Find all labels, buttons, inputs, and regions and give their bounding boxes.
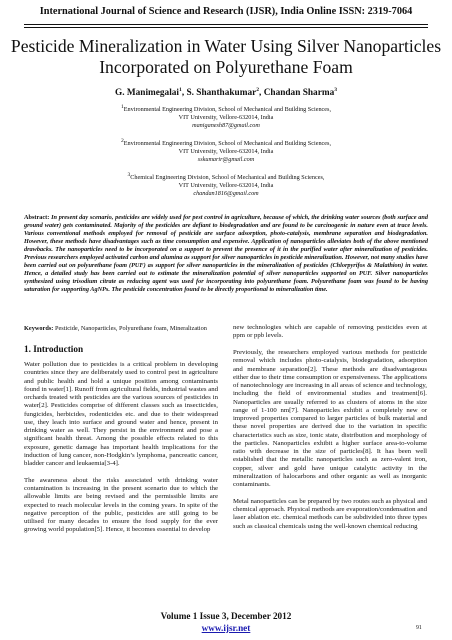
keywords-label: Keywords: <box>24 325 54 332</box>
affiliation <box>0 171 452 198</box>
affiliation-email[interactable]: sskumarir@gmail.com <box>197 156 255 164</box>
paragraph: The awareness about the risks associated with drinking water contamination is increasing in the present scenario due to which the allowable limits are being revised and the permissible limits are expected to reach molecular levels in the coming years. In spite of the negative perception of the public, pesticides are still going to be utilised for many decades to ensure the food supply for the ever growing world population[5]. Hence, it becomes essential to develop <box>24 476 218 534</box>
affiliation-sup: 3 <box>127 172 131 178</box>
affiliation-dept: Environmental Engineering Division, School of Mechanical and Building Sciences, <box>123 140 332 148</box>
section-heading: 1. Introduction <box>24 344 84 354</box>
affiliation <box>0 103 452 130</box>
author-name: G. Manimegalai <box>114 88 180 99</box>
abstract <box>24 214 428 294</box>
affiliation-email[interactable]: maniganesh87@gmail.com <box>192 122 260 130</box>
header-rule-thin <box>24 27 428 28</box>
affiliation-org: VIT University, Vellore-632014, India <box>178 148 274 156</box>
paragraph: new technologies which are capable of removing pesticides even at ppm or ppb levels. <box>233 324 427 340</box>
affiliation-sup: 2 <box>120 138 124 144</box>
journal-header: International Journal of Science and Research (IJSR), India Online ISSN: 2319-7064 <box>39 6 413 17</box>
keywords <box>24 325 244 332</box>
affiliation-org: VIT University, Vellore-632014, India <box>178 182 274 190</box>
paragraph: Metal nanoparticles can be prepared by two routes such as physical and chemical approach. Physical methods are evaporation/condensation and laser ablation etc. chemical methods can be subdivided into three types such as classical chemicals using the well-known chemical reducing <box>233 497 427 530</box>
abstract-text: In present day scenario, pesticides are widely used for pest control in agriculture, because of which, the drinking water sources (both surface and ground water) gets contaminated. Majority of the pesticides are defiant to biodegradation and are found to be carcinogenic in nature even at trace levels. Various conventional methods employed for removal of pesticide are surface adsorption, photo-catalysis, membrane separation and biodegradation. However, these methods have disadvantages such as time consumption and expensive. Application of nanoparticles alleviates both of the above mentioned drawbacks. The nanoparticles need to be incorporated on a support to prevent the presence of it in the purified water after mineralization of pesticides. Previous researchers employed activated carbon and alumina as support for silver nanoparticles in pesticide mineralization. However, not many studies have been carried out on polyurethane foam (PUF) as support for silver nanoparticles in the mineralization of pesticides (Chlorpyrifos & Malathion) in water. Hence, a detailed study has been carried out to estimate the mineralization potential of silver nanoparticles supported on PUF. Silver nanoparticles synthesized using trisodium citrate as reducing agent was used for incorporating into polyurethane foam. Polyurethane foam was found to be having saturation for supporting AgNPs. The pesticide concentration found to be directly proportional to mineralization time. <box>24 214 429 293</box>
keywords-text: Pesticide, Nanoparticles, Polyurethane foam, Mineralization <box>54 325 207 332</box>
footer-url-link[interactable]: www.ijsr.net <box>201 623 251 633</box>
author-sup: 1 <box>179 87 182 93</box>
paragraph: Previously, the researchers employed various methods for pesticide removal which includes photo-catalysis, biodegradation, adsorption and membrane separation[2]. These methods are disadvantageous either due to their time consumption or expensiveness. The applications of nanotechnology are increasing in all areas of science and technology, including the field of environmental studies and treatment[6]. Nanoparticles are usually referred to as clusters of atoms in the size range of 1-100 nm[7]. Nanoparticles exhibit a completely new or improved properties compared to larger particles of bulk material and these novel properties are derived due to the variation in specific characteristics such as size, ionic state, distribution and morphology of the particles. Nanoparticles exhibit a higher surface area-to-volume ratio with decrease in the size of particles[8]. It has been well established that the metallic nanoparticles such as zero-valent iron, copper, silver and gold have unique catalytic activity in the mineralization of halocarbons and other organic as well as inorganic contaminants. <box>233 349 427 488</box>
author-sup: 3 <box>334 87 338 93</box>
author-list: G. Manimegalai$^1$, S. Shanthakumar$^2$, Chandan Sharma$^3$ <box>114 87 338 99</box>
affiliation <box>0 137 452 164</box>
affiliation-dept: Environmental Engineering Division, School of Mechanical and Building Sciences, <box>123 106 332 114</box>
left-column <box>24 361 218 535</box>
header-rule-thick <box>24 24 428 25</box>
author-sup: 2 <box>256 87 260 93</box>
affiliation-sup: 1 <box>120 104 124 110</box>
affiliation-dept: Chemical Engineering Division, School of Mechanical and Building Sciences, <box>130 174 325 182</box>
page-number: 91 <box>416 625 422 631</box>
author-name: S. Shanthakumar <box>186 88 257 99</box>
right-column <box>233 324 427 531</box>
abstract-label: Abstract: <box>24 214 50 221</box>
footer-volume: Volume 1 Issue 3, December 2012 <box>160 611 292 621</box>
paper-title: Pesticide Mineralization in Water Using Silver Nanoparticles Incorporated on Polyurethane Foam <box>10 36 442 77</box>
footer-link-wrap <box>0 623 452 633</box>
author-name: Chandan Sharma <box>263 88 335 99</box>
paragraph: Water pollution due to pesticides is a critical problem in developing countries since they are deliberately used to control pest in agriculture and public health and hold a unique position among contaminants found in water[1]. Runoff from agricultural fields, industrial wastes and orchards treated with pesticides are the various sources of pesticides in water[2]. Pesticides comprise of different classes such as insecticides, fungicides, herbicides, rodenticides etc. and due to their widespread use, they leach into surface and ground water and hence, present in drinking water as well. They persist in the environment and pose a significant health threat. Among the possible effects related to this exposure, genetic damage has important health implications for the induction of lung cancer, non-Hodgkin’s lymphoma, pancreatic cancer, bladder cancer and leukaemia[3-4]. <box>24 361 218 467</box>
affiliation-email[interactable]: chandan1816@gmail.com <box>193 190 259 198</box>
affiliation-org: VIT University, Vellore-632014, India <box>178 114 274 122</box>
